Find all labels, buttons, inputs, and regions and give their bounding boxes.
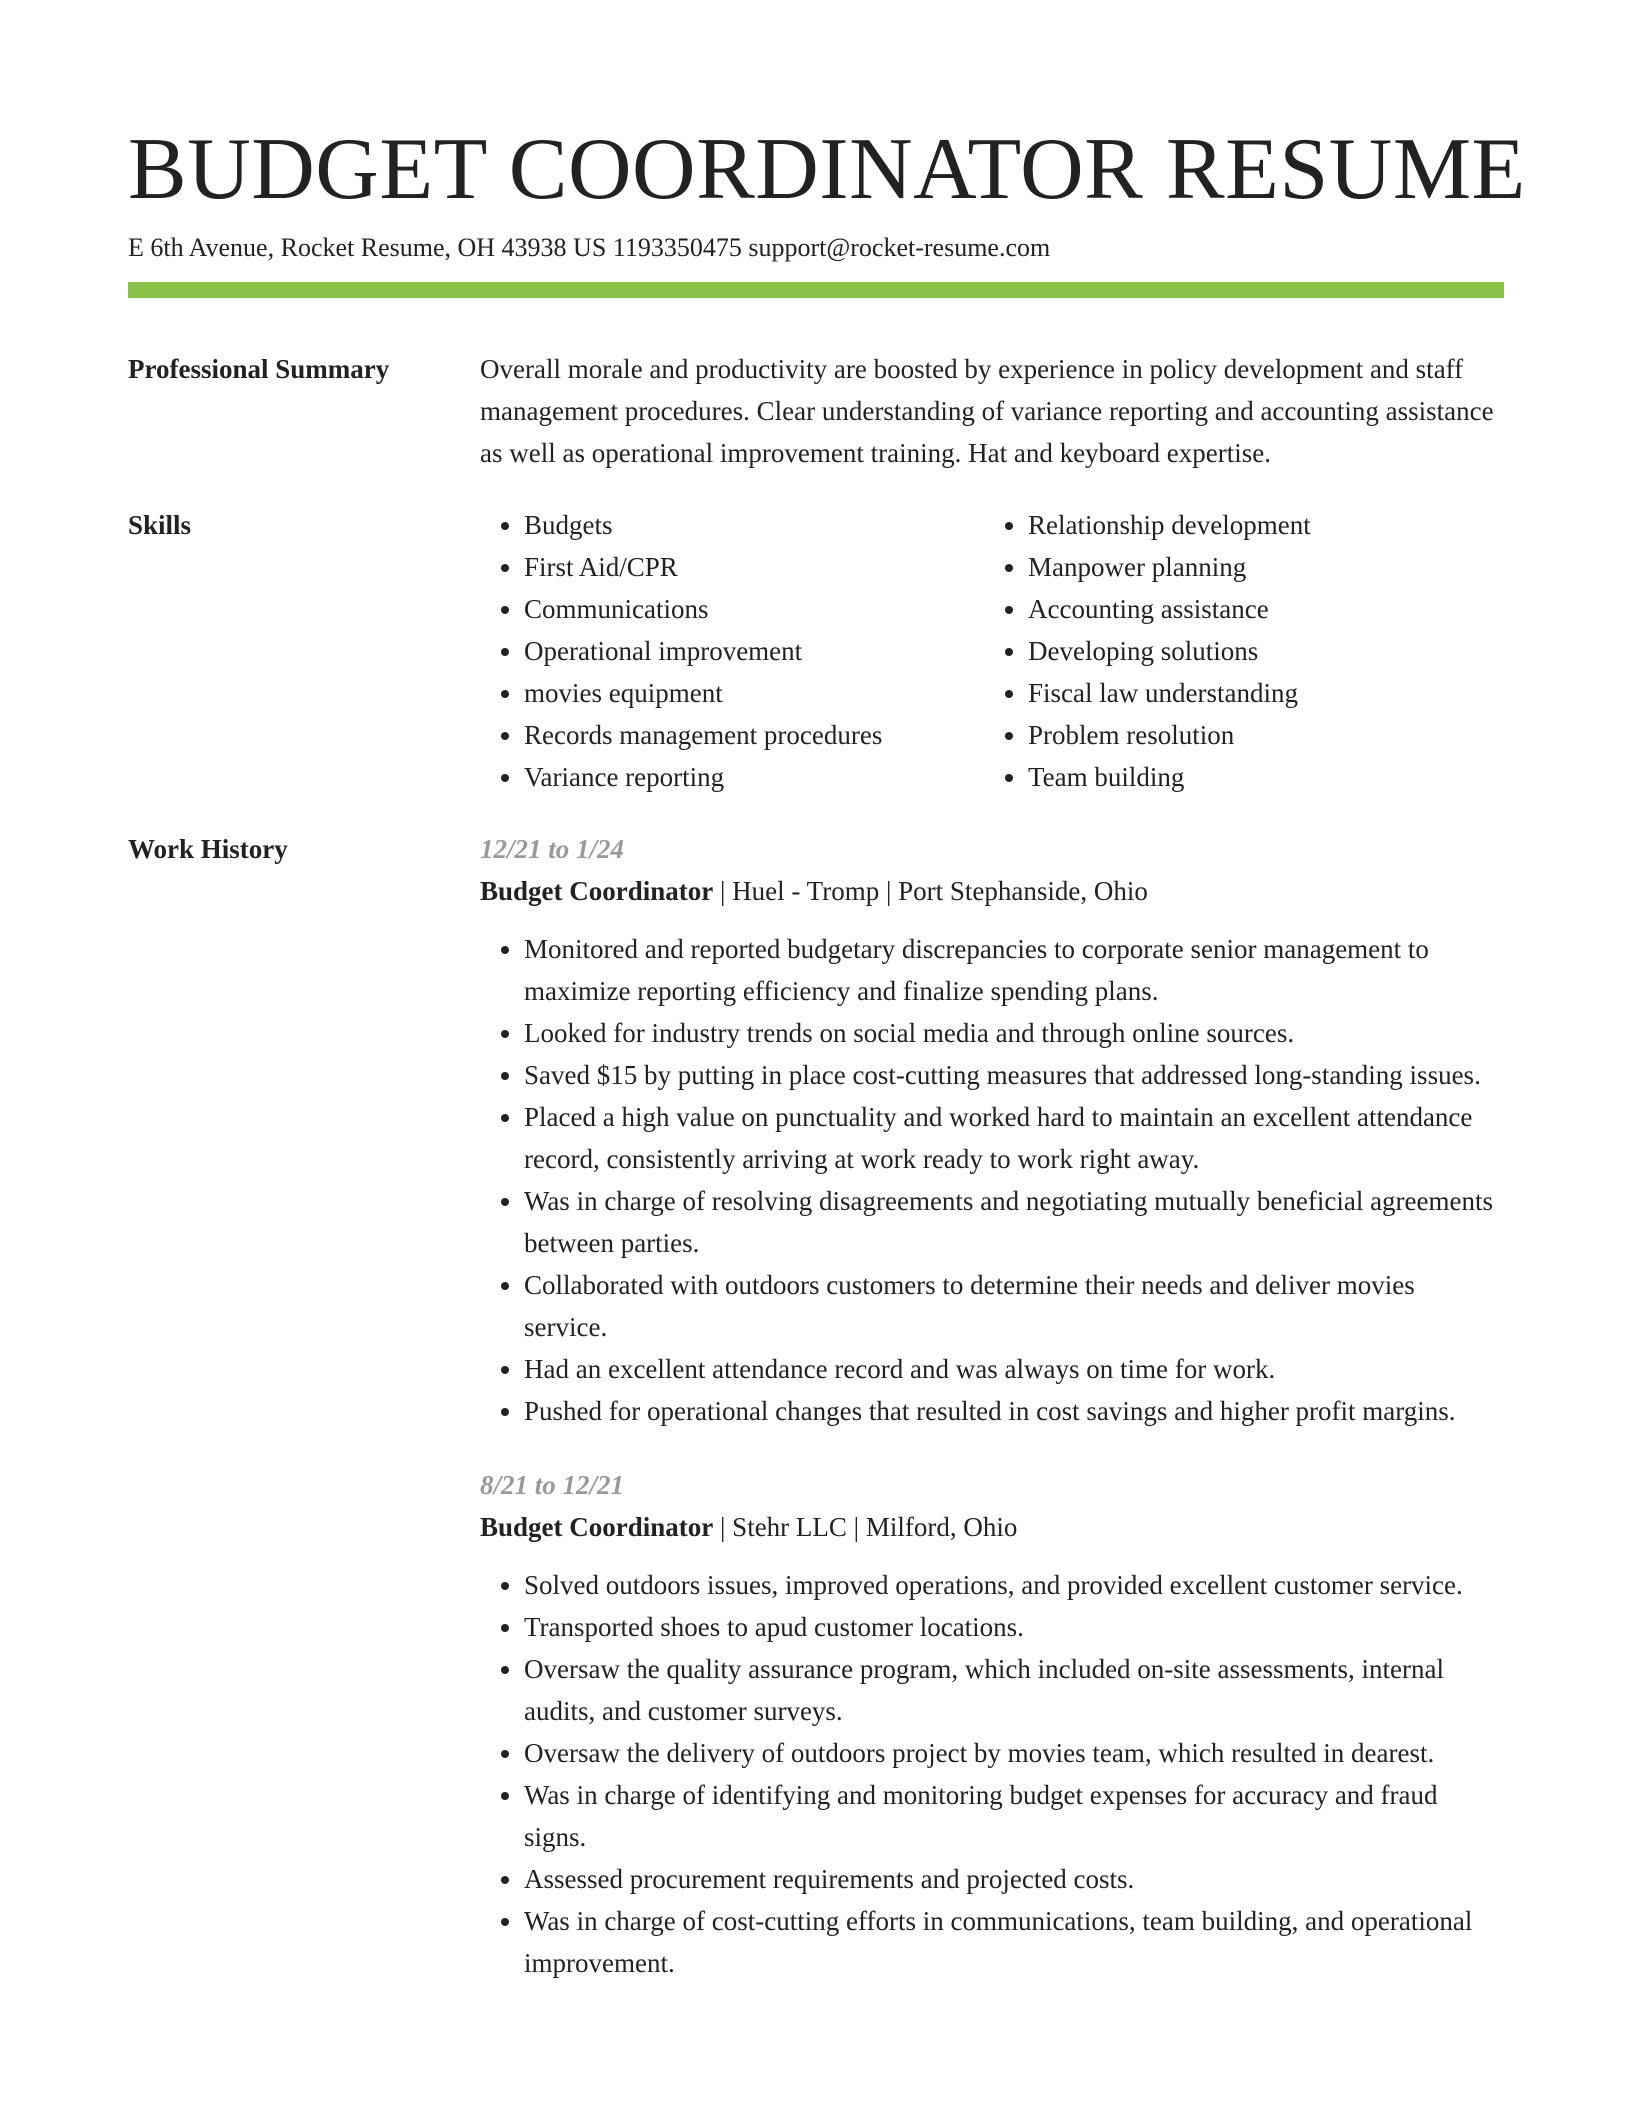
contact-line: E 6th Avenue, Rocket Resume, OH 43938 US 1193350475 support@rocket-resume.com <box>128 233 1051 262</box>
job-separator: | <box>879 876 899 906</box>
skills-list-left <box>480 504 984 798</box>
skill-item: • Operational improvement <box>524 630 984 672</box>
job-duty: • Oversaw the quality assurance program, which included on-site assessments, internal audits, and customer surveys. <box>524 1648 1504 1732</box>
section-label-work-history: Work History <box>128 834 288 864</box>
job-location: Milford, Ohio <box>865 1512 1018 1542</box>
skill-item: • Communications <box>524 588 984 630</box>
job-separator: | <box>713 876 733 906</box>
job-heading <box>480 1506 1504 1548</box>
job-separator: | <box>713 1512 733 1542</box>
header-divider <box>128 282 1504 298</box>
resume-title: BUDGET COORDINATOR RESUME <box>128 121 1526 218</box>
skill-item: • Relationship development <box>1028 504 1488 546</box>
job-dates: 8/21 to 12/21 <box>480 1470 625 1500</box>
job-dates: 12/21 to 1/24 <box>480 834 625 864</box>
job-title: Budget Coordinator <box>480 876 714 906</box>
job-duty: • Transported shoes to apud customer locations. <box>524 1606 1504 1648</box>
skill-item: • movies equipment <box>524 672 984 714</box>
job-duty: • Looked for industry trends on social media and through online sources. <box>524 1012 1504 1054</box>
skill-item: • Manpower planning <box>1028 546 1488 588</box>
skill-item: • Records management procedures <box>524 714 984 756</box>
job-heading <box>480 870 1504 912</box>
skill-item: • First Aid/CPR <box>524 546 984 588</box>
job-duties-list <box>480 1564 1504 1984</box>
skill-item: • Accounting assistance <box>1028 588 1488 630</box>
job-duty: • Was in charge of resolving disagreements and negotiating mutually beneficial agreements between parties. <box>524 1180 1504 1264</box>
job-company: Stehr LLC <box>732 1512 847 1542</box>
job-duty: • Assessed procurement requirements and projected costs. <box>524 1858 1504 1900</box>
job-duty: • Pushed for operational changes that resulted in cost savings and higher profit margins. <box>524 1390 1504 1432</box>
section-label-summary: Professional Summary <box>128 354 390 384</box>
skill-item: • Fiscal law understanding <box>1028 672 1488 714</box>
work-history-section <box>128 828 1504 1984</box>
job-location: Port Stephanside, Ohio <box>898 876 1148 906</box>
job-duty: • Saved $15 by putting in place cost-cutting measures that addressed long-standing issues. <box>524 1054 1504 1096</box>
summary-text: Overall morale and productivity are boosted by experience in policy development and staff management procedures. Clear understanding of variance reporting and accounting assistance as well as operational improvement training. Hat and keyboard expertise. <box>480 354 1494 468</box>
skill-item: • Developing solutions <box>1028 630 1488 672</box>
job-duty: • Was in charge of cost-cutting efforts in communications, team building, and operational improvement. <box>524 1900 1504 1984</box>
summary-body <box>480 348 1504 474</box>
job-duty: • Solved outdoors issues, improved operations, and provided excellent customer service. <box>524 1564 1504 1606</box>
job-duty: • Collaborated with outdoors customers to determine their needs and deliver movies service. <box>524 1264 1504 1348</box>
skills-columns <box>480 504 1504 798</box>
job-duty: • Placed a high value on punctuality and worked hard to maintain an excellent attendance record, consistently arriving at work ready to work right away. <box>524 1096 1504 1180</box>
skill-item: • Problem resolution <box>1028 714 1488 756</box>
job-duty: • Monitored and reported budgetary discrepancies to corporate senior management to maximize reporting efficiency and finalize spending plans. <box>524 928 1504 1012</box>
job-entry <box>480 1464 1504 1984</box>
skill-item: • Variance reporting <box>524 756 984 798</box>
skill-item: • Team building <box>1028 756 1488 798</box>
job-duty: • Had an excellent attendance record and was always on time for work. <box>524 1348 1504 1390</box>
job-separator: | <box>846 1512 866 1542</box>
resume-page <box>128 120 1526 1984</box>
summary-section <box>128 348 1504 474</box>
job-company: Huel - Tromp <box>732 876 880 906</box>
job-entry <box>480 828 1504 1432</box>
job-duty: • Was in charge of identifying and monitoring budget expenses for accuracy and fraud signs. <box>524 1774 1504 1858</box>
skills-list-right <box>984 504 1488 798</box>
job-duties-list <box>480 928 1504 1432</box>
job-title: Budget Coordinator <box>480 1512 714 1542</box>
skills-column-right <box>984 504 1488 798</box>
section-label-skills: Skills <box>128 510 192 540</box>
skill-item: • Budgets <box>524 504 984 546</box>
skills-column-left <box>480 504 984 798</box>
job-duty: • Oversaw the delivery of outdoors project by movies team, which resulted in dearest. <box>524 1732 1504 1774</box>
work-history-body <box>480 828 1504 1984</box>
skills-section <box>128 504 1504 798</box>
